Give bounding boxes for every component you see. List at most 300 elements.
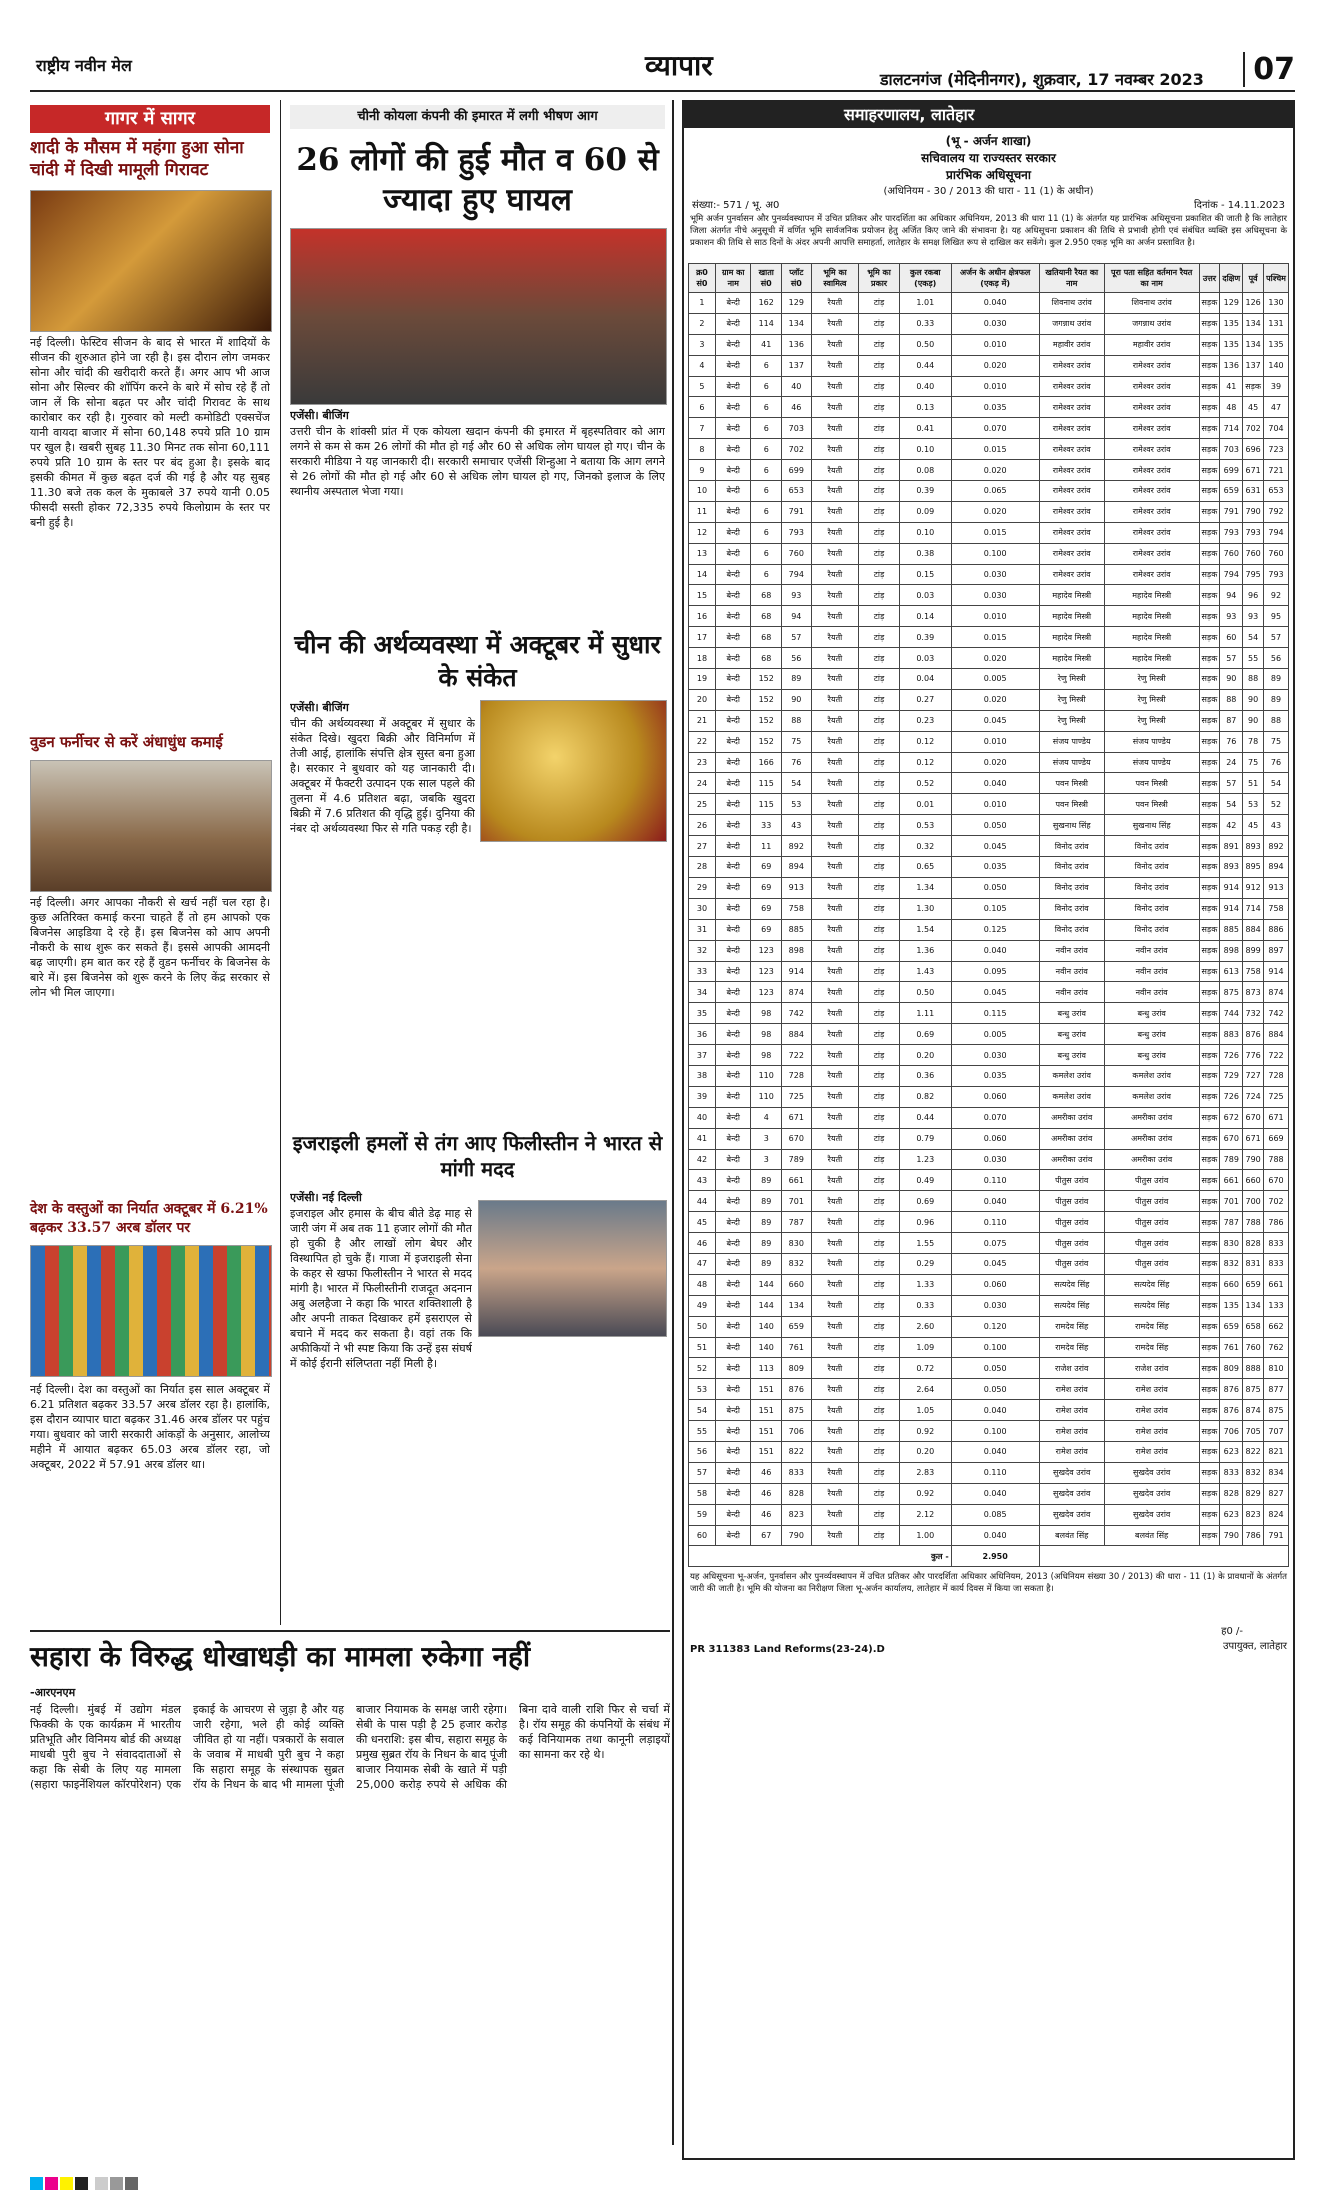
table-cell: 6 bbox=[751, 397, 782, 418]
table-cell: सुखदेव उरांव bbox=[1039, 1462, 1104, 1483]
table-cell: 0.01 bbox=[899, 794, 951, 815]
table-cell: 110 bbox=[751, 1086, 782, 1107]
table-cell: बलवंत सिंह bbox=[1039, 1525, 1104, 1546]
table-cell: 6 bbox=[751, 501, 782, 522]
table-cell: टांड़ bbox=[859, 857, 900, 878]
table-cell: रैयती bbox=[811, 919, 859, 940]
table-cell: टांड़ bbox=[859, 1233, 900, 1254]
table-cell: 1.23 bbox=[899, 1149, 951, 1170]
table-cell: 2.60 bbox=[899, 1316, 951, 1337]
table-cell: 787 bbox=[781, 1212, 811, 1233]
table-cell: 705 bbox=[1243, 1421, 1264, 1442]
table-cell: सड़क bbox=[1199, 1191, 1220, 1212]
table-cell: 834 bbox=[1264, 1462, 1289, 1483]
table-cell: 728 bbox=[1264, 1065, 1289, 1086]
table-cell: बेन्दी bbox=[715, 627, 751, 648]
table-cell: राजेश उरांव bbox=[1104, 1358, 1199, 1379]
table-row bbox=[689, 919, 1289, 940]
table-cell: 0.050 bbox=[951, 877, 1039, 898]
table-cell: पीतुस उरांव bbox=[1104, 1170, 1199, 1191]
table-cell: महादेव मिस्त्री bbox=[1104, 585, 1199, 606]
table-cell: 23 bbox=[689, 752, 716, 773]
table-cell: 0.030 bbox=[951, 1149, 1039, 1170]
table-row bbox=[689, 334, 1289, 355]
table-cell: 877 bbox=[1264, 1379, 1289, 1400]
table-row bbox=[689, 1316, 1289, 1337]
land-table-wrap bbox=[684, 261, 1293, 1569]
table-cell: 35 bbox=[689, 1003, 716, 1024]
table-cell: 162 bbox=[751, 293, 782, 314]
section-title: व्यापार bbox=[645, 49, 713, 82]
table-cell: रैयती bbox=[811, 439, 859, 460]
table-cell: टांड़ bbox=[859, 898, 900, 919]
table-cell: 661 bbox=[781, 1170, 811, 1191]
table-cell: रैयती bbox=[811, 460, 859, 481]
table-cell: 0.010 bbox=[951, 376, 1039, 397]
table-cell: 822 bbox=[781, 1441, 811, 1462]
table-cell: 89 bbox=[751, 1233, 782, 1254]
table-row bbox=[689, 397, 1289, 418]
table-header-row bbox=[689, 264, 1289, 293]
table-cell: 30 bbox=[689, 898, 716, 919]
table-cell: टांड़ bbox=[859, 1441, 900, 1462]
table-cell: 671 bbox=[1243, 460, 1264, 481]
table-cell: 0.010 bbox=[951, 606, 1039, 627]
table-cell: सत्यदेव सिंह bbox=[1104, 1295, 1199, 1316]
table-cell: कमलेश उरांव bbox=[1039, 1086, 1104, 1107]
table-cell: 2.64 bbox=[899, 1379, 951, 1400]
table-cell: 39 bbox=[689, 1086, 716, 1107]
table-cell: रैयती bbox=[811, 1316, 859, 1337]
table-cell: रैयती bbox=[811, 1212, 859, 1233]
table-cell: बेन्दी bbox=[715, 731, 751, 752]
table-cell: 832 bbox=[781, 1253, 811, 1274]
table-column-header: पूर्व bbox=[1243, 264, 1264, 293]
table-cell: 6 bbox=[751, 439, 782, 460]
table-cell: रैयती bbox=[811, 1003, 859, 1024]
table-cell: रामेश्वर उरांव bbox=[1104, 543, 1199, 564]
table-cell: 51 bbox=[1243, 773, 1264, 794]
table-cell: नवीन उरांव bbox=[1039, 961, 1104, 982]
table-cell: बेन्दी bbox=[715, 606, 751, 627]
table-cell: रैयती bbox=[811, 689, 859, 710]
table-cell: टांड़ bbox=[859, 1107, 900, 1128]
table-cell: 0.040 bbox=[951, 1400, 1039, 1421]
table-cell: 151 bbox=[751, 1379, 782, 1400]
table-cell: 49 bbox=[689, 1295, 716, 1316]
table-cell: सड़क bbox=[1199, 648, 1220, 669]
table-cell: 776 bbox=[1243, 1045, 1264, 1066]
table-cell: बेन्दी bbox=[715, 543, 751, 564]
table-cell: 51 bbox=[689, 1337, 716, 1358]
table-cell: 1.11 bbox=[899, 1003, 951, 1024]
table-cell: 93 bbox=[1220, 606, 1243, 627]
table-cell: रामेश्वर उरांव bbox=[1039, 376, 1104, 397]
table-cell: 702 bbox=[1264, 1191, 1289, 1212]
table-cell: टांड़ bbox=[859, 1462, 900, 1483]
table-cell: 144 bbox=[751, 1274, 782, 1295]
table-row bbox=[689, 815, 1289, 836]
table-cell: 96 bbox=[1243, 585, 1264, 606]
table-cell: 760 bbox=[1264, 543, 1289, 564]
table-cell: 1.43 bbox=[899, 961, 951, 982]
table-cell: सुखदेव उरांव bbox=[1039, 1504, 1104, 1525]
table-cell: महादेव मिस्त्री bbox=[1104, 606, 1199, 627]
table-cell: 6 bbox=[751, 522, 782, 543]
table-cell: 660 bbox=[781, 1274, 811, 1295]
table-cell: बेन्दी bbox=[715, 1024, 751, 1045]
furniture-headline: वुडन फर्नीचर से करें अंधाधुंध कमाई bbox=[30, 733, 223, 751]
table-cell: 93 bbox=[781, 585, 811, 606]
table-cell: रामेश उरांव bbox=[1039, 1400, 1104, 1421]
table-cell: रैयती bbox=[811, 982, 859, 1003]
table-row bbox=[689, 773, 1289, 794]
table-cell: 758 bbox=[1243, 961, 1264, 982]
table-row bbox=[689, 627, 1289, 648]
furniture-photo bbox=[30, 760, 272, 892]
table-cell: 874 bbox=[1264, 982, 1289, 1003]
table-cell: 724 bbox=[1243, 1086, 1264, 1107]
table-cell: बेन्दी bbox=[715, 1233, 751, 1254]
table-cell: 0.96 bbox=[899, 1212, 951, 1233]
table-cell: 833 bbox=[1264, 1233, 1289, 1254]
table-row bbox=[689, 293, 1289, 314]
table-cell: 0.060 bbox=[951, 1274, 1039, 1295]
table-cell: 0.10 bbox=[899, 522, 951, 543]
table-column-header: पूरा पता सहित वर्तमान रैयत का नाम bbox=[1104, 264, 1199, 293]
table-cell: 623 bbox=[1220, 1504, 1243, 1525]
table-cell: रैयती bbox=[811, 1107, 859, 1128]
table-cell: 0.04 bbox=[899, 669, 951, 690]
table-row bbox=[689, 481, 1289, 502]
table-cell: टांड़ bbox=[859, 585, 900, 606]
table-cell: बेन्दी bbox=[715, 1295, 751, 1316]
table-cell: टांड़ bbox=[859, 1358, 900, 1379]
table-cell: 57 bbox=[781, 627, 811, 648]
table-cell: 45 bbox=[1243, 815, 1264, 836]
table-cell: टांड़ bbox=[859, 606, 900, 627]
table-cell: पीतुस उरांव bbox=[1039, 1170, 1104, 1191]
table-cell: बेन्दी bbox=[715, 648, 751, 669]
table-cell: 43 bbox=[1264, 815, 1289, 836]
table-cell: 892 bbox=[781, 836, 811, 857]
table-column-header: उत्तर bbox=[1199, 264, 1220, 293]
table-cell: टांड़ bbox=[859, 1483, 900, 1504]
table-cell: 0.045 bbox=[951, 836, 1039, 857]
table-cell: 823 bbox=[781, 1504, 811, 1525]
table-cell: 786 bbox=[1243, 1525, 1264, 1546]
sahara-article-body: नई दिल्ली। मुंबई में उद्योग मंडल फिक्की के एक कार्यक्रम में भारतीय प्रतिभूति और विनिमय बोर्ड की अध्यक्ष माधबी पुरी बुच ने संवाददाताओं से कहा कि सेबी के लिए यह मामला (सहारा फाइनेंशियल कॉरपोरेशन) एक इकाई के आचरण से जुड़ा है और यह जारी रहेगा, भले ही कोई व्यक्ति जीवित हो या नहीं। पत्रकारों के सवाल के जवाब में माधबी पुरी बुच ने कहा कि सहारा समूह के संस्थापक सुब्रत रॉय के निधन के बाद भी मामला पूंजी बाजार नियामक के समक्ष जारी रहेगा। सेबी के पास पड़ी है 25 हजार करोड़ की धनराशि: इस बीच, सहारा समूह के प्रमुख सुब्रत रॉय के निधन के बाद पूंजी बाजार नियामक सेबी के खाते में पड़ी 25,000 करोड़ रुपये से अधिक की बिना दावे वाली राशि फिर से चर्चा में है। रॉय समूह की कंपनियों के संबंध में कई विनियामक तथा कानूनी लड़ाइयों का सामना कर रहे थे। bbox=[30, 1703, 670, 1791]
table-cell: 6 bbox=[751, 543, 782, 564]
table-row bbox=[689, 648, 1289, 669]
table-cell: सड़क bbox=[1199, 940, 1220, 961]
table-cell: 31 bbox=[689, 919, 716, 940]
table-cell: सड़क bbox=[1199, 1358, 1220, 1379]
table-cell: 832 bbox=[1220, 1253, 1243, 1274]
table-cell: 24 bbox=[689, 773, 716, 794]
column-divider bbox=[672, 100, 674, 2145]
table-cell: विनोद उरांव bbox=[1104, 898, 1199, 919]
table-cell: 670 bbox=[1264, 1170, 1289, 1191]
table-cell: सड़क bbox=[1199, 439, 1220, 460]
table-cell: रामेश्वर उरांव bbox=[1039, 439, 1104, 460]
table-cell: 136 bbox=[1220, 355, 1243, 376]
table-cell: 95 bbox=[1264, 606, 1289, 627]
table-cell: 897 bbox=[1264, 940, 1289, 961]
notice-signature-row bbox=[684, 1623, 1293, 1657]
table-cell: 52 bbox=[1264, 794, 1289, 815]
table-row bbox=[689, 1421, 1289, 1442]
table-cell: 113 bbox=[751, 1358, 782, 1379]
table-cell: 3 bbox=[751, 1128, 782, 1149]
table-cell: रैयती bbox=[811, 1170, 859, 1191]
table-cell: 728 bbox=[781, 1065, 811, 1086]
table-cell: रामेश्वर उरांव bbox=[1039, 501, 1104, 522]
table-cell: 11 bbox=[689, 501, 716, 522]
table-cell: सड़क bbox=[1199, 1003, 1220, 1024]
table-cell: सड़क bbox=[1199, 836, 1220, 857]
table-cell: पीतुस उरांव bbox=[1039, 1253, 1104, 1274]
notice-sign: ह0 /- bbox=[1221, 1626, 1243, 1638]
table-cell: सड़क bbox=[1199, 1065, 1220, 1086]
table-cell: बन्धु उरांव bbox=[1039, 1003, 1104, 1024]
furniture-article-body: नई दिल्ली। अगर आपका नौकरी से खर्च नहीं चल रहा है। कुछ अतिरिक्त कमाई करना चाहते हैं तो हम आपको एक बिजनेस आइडिया दे रहे हैं। इस बिजनेस को आप अपनी नौकरी के साथ शुरू कर सकते हैं। इससे आपकी आमदनी बढ़ जाएगी। हम बात कर रहे हैं वुडन फर्नीचर के बिजनेस के बारे में। इस बिजनेस को शुरू करने के लिए केंद्र सरकार से लोन भी मिल जाएगा। bbox=[30, 896, 270, 999]
table-cell: टांड़ bbox=[859, 1024, 900, 1045]
table-cell: बेन्दी bbox=[715, 522, 751, 543]
table-cell: रैयती bbox=[811, 794, 859, 815]
table-cell: सड़क bbox=[1199, 1086, 1220, 1107]
table-cell: रैयती bbox=[811, 627, 859, 648]
table-cell: रैयती bbox=[811, 355, 859, 376]
table-cell: बेन्दी bbox=[715, 1483, 751, 1504]
table-cell: 722 bbox=[1264, 1045, 1289, 1066]
table-cell: 59 bbox=[689, 1504, 716, 1525]
table-cell: 53 bbox=[781, 794, 811, 815]
table-cell: बेन्दी bbox=[715, 1086, 751, 1107]
table-cell: 135 bbox=[1220, 313, 1243, 334]
table-cell: 884 bbox=[1243, 919, 1264, 940]
table-cell: 661 bbox=[1264, 1274, 1289, 1295]
table-cell: सड़क bbox=[1199, 982, 1220, 1003]
table-cell: टांड़ bbox=[859, 731, 900, 752]
table-cell: संजय पाण्डेय bbox=[1104, 731, 1199, 752]
table-cell: 33 bbox=[689, 961, 716, 982]
table-cell: 2.83 bbox=[899, 1462, 951, 1483]
table-cell: 0.32 bbox=[899, 836, 951, 857]
table-cell: 0.005 bbox=[951, 669, 1039, 690]
table-cell: रामेश्वर उरांव bbox=[1104, 355, 1199, 376]
table-cell: टांड़ bbox=[859, 418, 900, 439]
table-cell: 89 bbox=[751, 1253, 782, 1274]
table-cell: 0.050 bbox=[951, 1358, 1039, 1379]
table-cell: 0.125 bbox=[951, 919, 1039, 940]
table-cell: 0.49 bbox=[899, 1170, 951, 1191]
table-cell: 788 bbox=[1243, 1212, 1264, 1233]
table-cell: 0.110 bbox=[951, 1170, 1039, 1191]
table-cell: सड़क bbox=[1199, 961, 1220, 982]
table-cell: सड़क bbox=[1199, 293, 1220, 314]
table-cell: 2 bbox=[689, 313, 716, 334]
table-cell: 0.33 bbox=[899, 1295, 951, 1316]
table-cell: बेन्दी bbox=[715, 877, 751, 898]
table-cell: सड़क bbox=[1199, 313, 1220, 334]
table-cell: 0.09 bbox=[899, 501, 951, 522]
table-cell: बेन्दी bbox=[715, 1525, 751, 1546]
table-cell: टांड़ bbox=[859, 1316, 900, 1337]
table-cell: 0.36 bbox=[899, 1065, 951, 1086]
table-cell: विनोद उरांव bbox=[1039, 857, 1104, 878]
table-cell: बन्धु उरांव bbox=[1104, 1003, 1199, 1024]
table-cell: विनोद उरांव bbox=[1104, 877, 1199, 898]
table-cell: 0.030 bbox=[951, 313, 1039, 334]
table-cell: टांड़ bbox=[859, 1212, 900, 1233]
table-cell: 123 bbox=[751, 982, 782, 1003]
table-row bbox=[689, 669, 1289, 690]
table-cell: टांड़ bbox=[859, 293, 900, 314]
table-cell: रैयती bbox=[811, 815, 859, 836]
table-row bbox=[689, 836, 1289, 857]
table-cell: 41 bbox=[751, 334, 782, 355]
table-cell: महादेव मिस्त्री bbox=[1039, 648, 1104, 669]
table-cell: 19 bbox=[689, 669, 716, 690]
table-cell: 110 bbox=[751, 1065, 782, 1086]
table-cell: सड़क bbox=[1199, 815, 1220, 836]
table-cell: 790 bbox=[1220, 1525, 1243, 1546]
table-cell: 725 bbox=[781, 1086, 811, 1107]
table-cell: 87 bbox=[1220, 710, 1243, 731]
table-cell: 4 bbox=[751, 1107, 782, 1128]
table-cell: बेन्दी bbox=[715, 815, 751, 836]
table-cell: 885 bbox=[781, 919, 811, 940]
table-cell: 0.040 bbox=[951, 1441, 1039, 1462]
table-cell: 89 bbox=[781, 669, 811, 690]
table-cell: महावीर उरांव bbox=[1104, 334, 1199, 355]
table-cell: रामेश उरांव bbox=[1039, 1421, 1104, 1442]
table-cell: 135 bbox=[1220, 1295, 1243, 1316]
table-cell: बेन्दी bbox=[715, 1065, 751, 1086]
table-cell: 45 bbox=[1243, 397, 1264, 418]
table-cell: 875 bbox=[781, 1400, 811, 1421]
table-cell: 0.065 bbox=[951, 481, 1039, 502]
table-cell: शिवनाथ उरांव bbox=[1039, 293, 1104, 314]
table-cell: 726 bbox=[1220, 1045, 1243, 1066]
table-row bbox=[689, 501, 1289, 522]
table-cell: सड़क bbox=[1199, 1149, 1220, 1170]
table-cell: टांड़ bbox=[859, 1421, 900, 1442]
table-cell: 894 bbox=[781, 857, 811, 878]
notice-subtitle: प्रारंभिक अधिसूचना bbox=[946, 168, 1031, 182]
table-column-header: क्र0 सं0 bbox=[689, 264, 716, 293]
table-cell: बेन्दी bbox=[715, 836, 751, 857]
table-cell: रैयती bbox=[811, 836, 859, 857]
table-row bbox=[689, 543, 1289, 564]
table-cell: अमरीका उरांव bbox=[1039, 1128, 1104, 1149]
table-cell: बेन्दी bbox=[715, 460, 751, 481]
table-cell: 791 bbox=[781, 501, 811, 522]
table-cell: 744 bbox=[1220, 1003, 1243, 1024]
table-cell: सड़क bbox=[1199, 627, 1220, 648]
table-cell: 130 bbox=[1264, 293, 1289, 314]
table-cell: 134 bbox=[1243, 334, 1264, 355]
table-cell: 10 bbox=[689, 481, 716, 502]
table-cell: 914 bbox=[1220, 877, 1243, 898]
table-cell: 700 bbox=[1243, 1191, 1264, 1212]
table-cell: बेन्दी bbox=[715, 1421, 751, 1442]
table-cell: बेन्दी bbox=[715, 376, 751, 397]
table-row bbox=[689, 898, 1289, 919]
table-cell: 56 bbox=[689, 1441, 716, 1462]
table-cell: रामेश्वर उरांव bbox=[1039, 543, 1104, 564]
table-row bbox=[689, 585, 1289, 606]
table-cell: 135 bbox=[1220, 334, 1243, 355]
table-cell: पीतुस उरांव bbox=[1104, 1253, 1199, 1274]
table-cell: बन्धु उरांव bbox=[1104, 1024, 1199, 1045]
table-cell: 37 bbox=[689, 1045, 716, 1066]
table-cell: 129 bbox=[1220, 293, 1243, 314]
export-article-body: नई दिल्ली। देश का वस्तुओं का निर्यात इस साल अक्टूबर में 6.21 प्रतिशत बढ़कर 33.57 अरब डॉलर रहा है। हालांकि, इस दौरान व्यापार घाटा बढ़कर 31.46 अरब डॉलर पर पहुंच गया। बुधवार को जारी सरकारी आंकड़ों के अनुसार, आलोच्य महीने में आयात बढ़कर 65.03 अरब डॉलर रहा, जो अक्टूबर, 2022 में 57.91 अरब डॉलर था। bbox=[30, 1383, 270, 1471]
table-cell: 57 bbox=[1220, 648, 1243, 669]
table-cell: 788 bbox=[1264, 1149, 1289, 1170]
table-cell: 791 bbox=[1264, 1525, 1289, 1546]
table-cell: सड़क bbox=[1199, 731, 1220, 752]
table-cell: 669 bbox=[1264, 1128, 1289, 1149]
table-cell: टांड़ bbox=[859, 940, 900, 961]
table-cell: बेन्दी bbox=[715, 1149, 751, 1170]
table-cell: टांड़ bbox=[859, 669, 900, 690]
table-cell: 790 bbox=[1243, 1149, 1264, 1170]
table-cell: रैयती bbox=[811, 1462, 859, 1483]
table-cell: 88 bbox=[1243, 669, 1264, 690]
table-column-header: भूमि का प्रकार bbox=[859, 264, 900, 293]
table-cell: पवन मिस्त्री bbox=[1104, 794, 1199, 815]
table-row bbox=[689, 1483, 1289, 1504]
table-cell: रैयती bbox=[811, 898, 859, 919]
table-cell: रामेश्वर उरांव bbox=[1039, 355, 1104, 376]
table-cell: 57 bbox=[689, 1462, 716, 1483]
table-cell: 912 bbox=[1243, 877, 1264, 898]
table-cell: 0.39 bbox=[899, 481, 951, 502]
table-row bbox=[689, 982, 1289, 1003]
table-cell: सड़क bbox=[1199, 1253, 1220, 1274]
table-cell: रैयती bbox=[811, 1045, 859, 1066]
table-cell: 824 bbox=[1264, 1504, 1289, 1525]
table-cell: रैयती bbox=[811, 731, 859, 752]
table-cell: 875 bbox=[1220, 982, 1243, 1003]
table-cell: सड़क bbox=[1199, 1045, 1220, 1066]
table-cell: 46 bbox=[781, 397, 811, 418]
table-cell: रैयती bbox=[811, 1400, 859, 1421]
table-cell: 0.030 bbox=[951, 1045, 1039, 1066]
table-cell: सत्यदेव सिंह bbox=[1104, 1274, 1199, 1295]
dateline: डालटनगंज (मेदिनीनगर), शुक्रवार, 17 नवम्बर 2023 bbox=[880, 70, 1204, 89]
table-cell: 760 bbox=[781, 543, 811, 564]
table-cell: 152 bbox=[751, 731, 782, 752]
table-cell: 89 bbox=[751, 1170, 782, 1191]
table-cell: 90 bbox=[781, 689, 811, 710]
table-cell: 827 bbox=[1264, 1483, 1289, 1504]
table-cell: 2.12 bbox=[899, 1504, 951, 1525]
table-cell: रैयती bbox=[811, 1086, 859, 1107]
table-cell: बेन्दी bbox=[715, 1128, 751, 1149]
table-cell: रैयती bbox=[811, 1421, 859, 1442]
table-cell: विनोद उरांव bbox=[1039, 919, 1104, 940]
notice-office: समाहरणालय, लातेहार bbox=[684, 102, 1293, 128]
table-row bbox=[689, 1086, 1289, 1107]
table-row bbox=[689, 1233, 1289, 1254]
table-cell: टांड़ bbox=[859, 710, 900, 731]
table-total-row bbox=[689, 1546, 1289, 1567]
table-cell: 821 bbox=[1264, 1441, 1289, 1462]
